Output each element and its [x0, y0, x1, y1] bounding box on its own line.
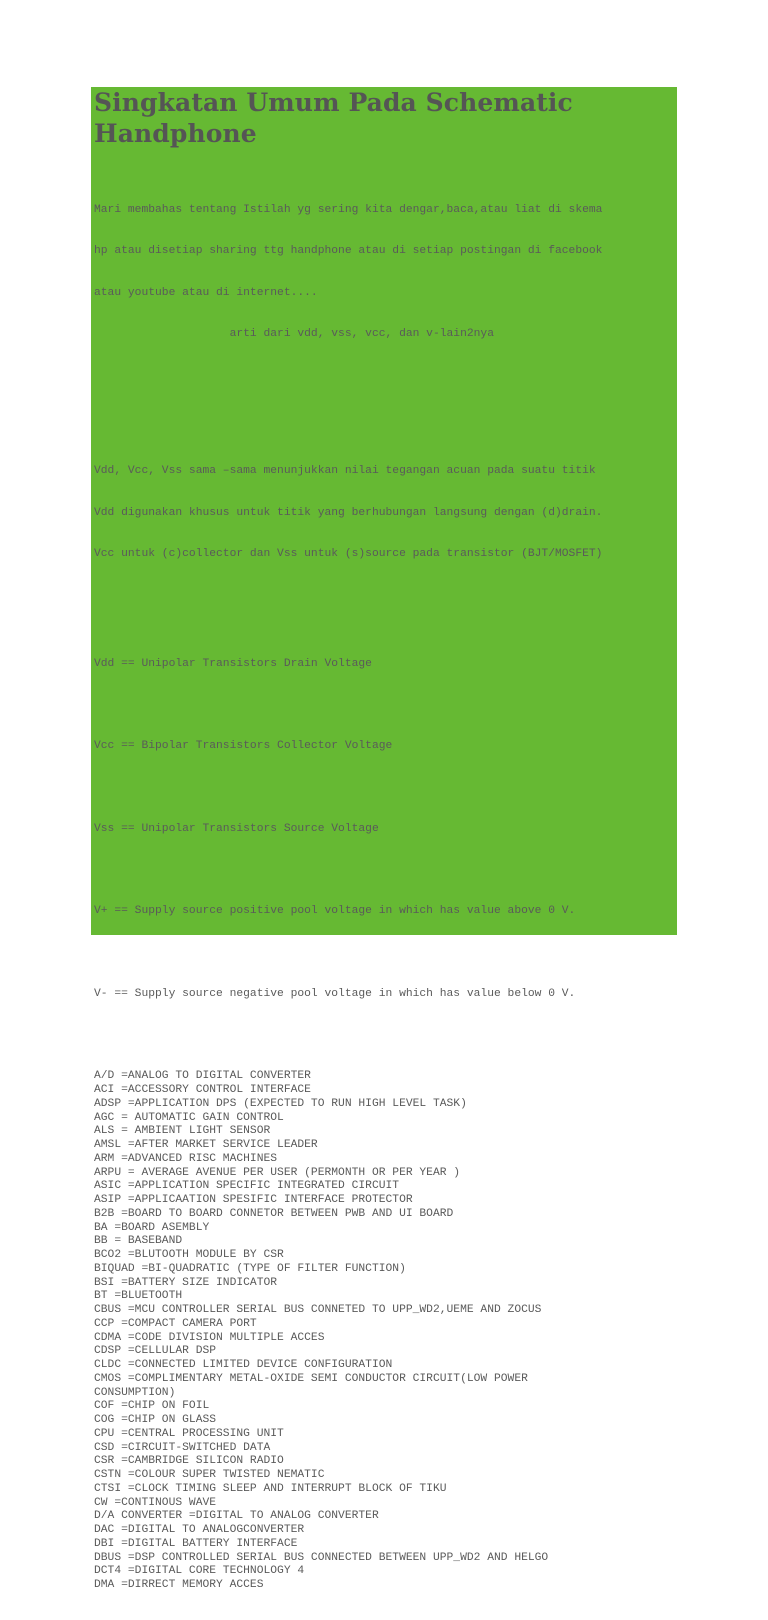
definition-vcc: Vcc == Bipolar Transistors Collector Voltage	[94, 740, 393, 753]
abbreviation-item: BB = BASEBAND	[94, 1235, 183, 1248]
title-line-2: Handphone	[94, 119, 257, 148]
abbreviation-item: CSTN =COLOUR SUPER TWISTED NEMATIC	[94, 1469, 325, 1481]
abbreviation-item: BCO2 =BLUTOOTH MODULE BY CSR	[94, 1249, 284, 1261]
abbreviation-item: BA =BOARD ASEMBLY	[94, 1221, 210, 1234]
explanation-paragraph	[94, 438, 677, 589]
intro-line: atau youtube atau di internet....	[94, 286, 318, 299]
abbreviation-item: CPU =CENTRAL PROCESSING UNIT	[94, 1427, 284, 1440]
abbreviation-item: AMSL =AFTER MARKET SERVICE LEADER	[94, 1139, 318, 1151]
abbreviation-item: D/A CONVERTER =DIGITAL TO ANALOG CONVERTER	[94, 1510, 379, 1523]
page-title	[91, 87, 677, 149]
abbreviation-item: BT =BLUETOOTH	[94, 1290, 183, 1303]
abbreviation-item: ACI =ACCESSORY CONTROL INTERFACE	[94, 1084, 311, 1096]
abbreviation-item: CW =CONTINOUS WAVE	[94, 1496, 217, 1509]
abbreviation-item: CTSI =CLOCK TIMING SLEEP AND INTERRUPT BLOCK OF TIKU	[94, 1482, 447, 1495]
definition-vss: Vss == Unipolar Transistors Source Voltage	[94, 822, 379, 835]
intro-paragraph	[94, 177, 677, 370]
abbreviation-item: ADSP =APPLICATION DPS (EXPECTED TO RUN HIGH LEVEL TASK)	[94, 1097, 467, 1110]
abbreviation-item: ASIC =APPLICATION SPECIFIC INTEGRATED CIRCUIT	[94, 1180, 400, 1193]
abbreviation-item: COF =CHIP ON FOIL	[94, 1400, 210, 1413]
abbreviation-item: CSD =CIRCUIT-SWITCHED DATA	[94, 1441, 271, 1454]
abbreviation-item: BIQUAD =BI-QUADRATIC (TYPE OF FILTER FUNCTION)	[94, 1262, 406, 1275]
abbreviation-item: BSI =BATTERY SIZE INDICATOR	[94, 1276, 278, 1289]
abbreviation-item: A/D =ANALOG TO DIGITAL CONVERTER	[94, 1070, 311, 1083]
abbreviation-item: ASIP =APPLICAATION SPESIFIC INTERFACE PROTECTOR	[94, 1194, 413, 1206]
abbreviation-item: ARM =ADVANCED RISC MACHINES	[94, 1152, 278, 1165]
intro-line: Mari membahas tentang Istilah yg sering kita dengar,baca,atau liat di skema	[94, 204, 603, 216]
abbreviation-item: ALS = AMBIENT LIGHT SENSOR	[94, 1125, 271, 1138]
abbreviation-item: CLDC =CONNECTED LIMITED DEVICE CONFIGURATION	[94, 1359, 393, 1371]
explanation-line: Vdd digunakan khusus untuk titik yang berhubungan langsung dengan (d)drain.	[94, 506, 603, 519]
intro-line: arti dari vdd, vss, vcc, dan v-lain2nya	[94, 327, 494, 340]
definition-vdd: Vdd == Unipolar Transistors Drain Voltage	[94, 657, 372, 670]
explanation-line: Vdd, Vcc, Vss sama –sama menunjukkan nilai tegangan acuan pada suatu titik	[94, 465, 596, 478]
document-body	[91, 149, 677, 1620]
abbreviation-item: DAC =DIGITAL TO ANALOGCONVERTER	[94, 1524, 305, 1536]
abbreviation-item: B2B =BOARD TO BOARD CONNETOR BETWEEN PWB AND UI BOARD	[94, 1207, 454, 1220]
abbreviation-item: ARPU = AVERAGE AVENUE PER USER (PERMONTH OR PER YEAR )	[94, 1166, 461, 1179]
abbreviation-item: CCP =COMPACT CAMERA PORT	[94, 1317, 257, 1330]
abbreviation-item: CSR =CAMBRIDGE SILICON RADIO	[94, 1455, 284, 1468]
definition-vplus: V+ == Supply source positive pool voltage in which has value above 0 V.	[94, 905, 576, 918]
document-page	[91, 87, 677, 1591]
abbreviation-item: CBUS =MCU CONTROLLER SERIAL BUS CONNETED TO UPP_WD2,UEME AND ZOCUS	[94, 1304, 542, 1316]
explanation-line: Vcc untuk (c)collector dan Vss untuk (s)source pada transistor (BJT/MOSFET)	[94, 547, 603, 560]
abbreviation-item: CMOS =COMPLIMENTARY METAL-OXIDE SEMI CONDUCTOR CIRCUIT(LOW POWER	[94, 1372, 528, 1385]
abbreviation-item: CDMA =CODE DIVISION MULTIPLE ACCES	[94, 1331, 325, 1344]
abbreviation-list	[94, 1070, 677, 1593]
definition-vminus: V- == Supply source negative pool voltage in which has value below 0 V.	[94, 987, 576, 1000]
abbreviation-item: CDSP =CELLULAR DSP	[94, 1345, 217, 1358]
title-line-1: Singkatan Umum Pada Schematic	[94, 88, 573, 117]
abbreviation-item: AGC = AUTOMATIC GAIN CONTROL	[94, 1111, 284, 1124]
intro-line: hp atau disetiap sharing ttg handphone atau di setiap postingan di facebook	[94, 245, 603, 258]
abbreviation-item: COG =CHIP ON GLASS	[94, 1414, 217, 1426]
abbreviation-item: DMA =DIRRECT MEMORY ACCES	[94, 1579, 264, 1591]
abbreviation-item: DCT4 =DIGITAL CORE TECHNOLOGY 4	[94, 1565, 305, 1578]
abbreviation-item: CONSUMPTION)	[94, 1386, 176, 1399]
abbreviation-item: DBUS =DSP CONTROLLED SERIAL BUS CONNECTED BETWEEN UPP_WD2 AND HELGO	[94, 1551, 549, 1564]
abbreviation-item: DBI =DIGITAL BATTERY INTERFACE	[94, 1537, 298, 1550]
